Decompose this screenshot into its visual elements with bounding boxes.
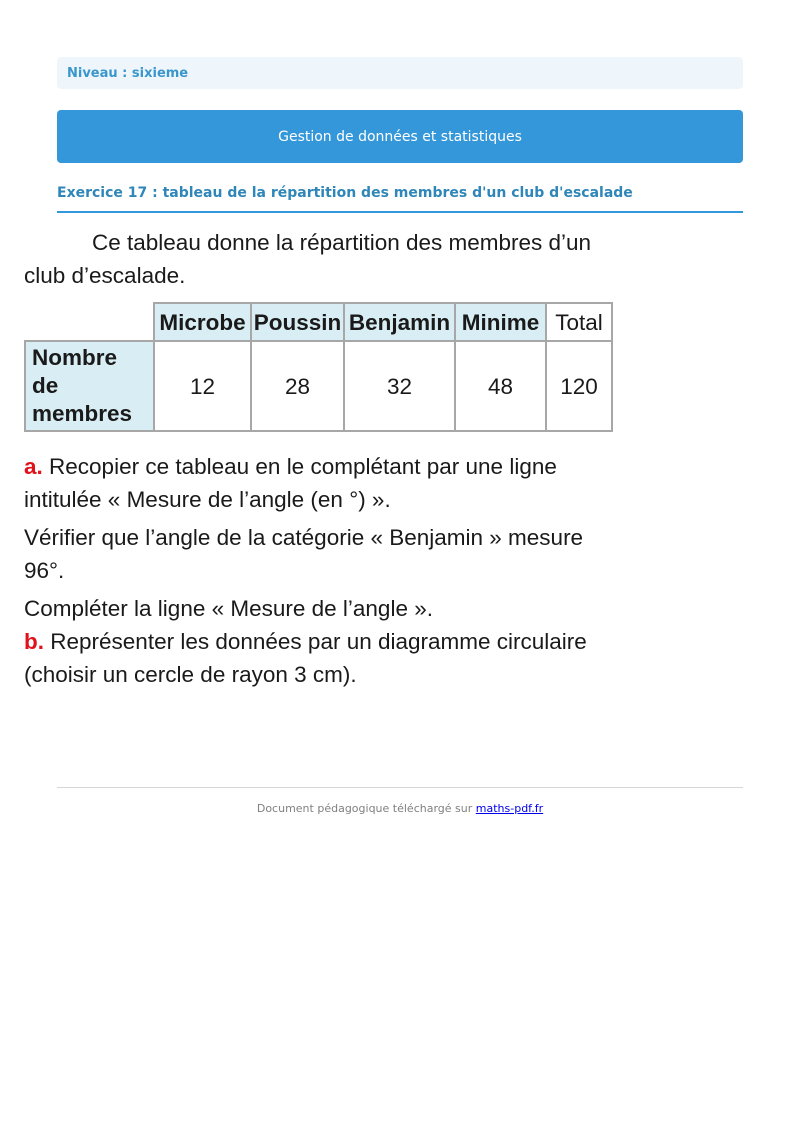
- question-a-check: Vérifier que l’angle de la catégorie « Benjamin » mesure 96°.: [24, 525, 584, 583]
- subject-banner: [57, 110, 743, 163]
- table-header-cell: Benjamin: [344, 303, 455, 341]
- worksheet-page: [57, 57, 743, 213]
- table-header-cell: Poussin: [251, 303, 344, 341]
- footer-site-link[interactable]: maths-pdf.fr: [475, 802, 544, 815]
- table-cell: 28: [251, 341, 344, 431]
- question-a-label: a.: [24, 454, 43, 479]
- question-b-line: [24, 625, 624, 691]
- table-cell: 120: [546, 341, 612, 431]
- table-cell: 32: [344, 341, 455, 431]
- table-cell: 48: [455, 341, 546, 431]
- table-row-label: Nombre de membres: [25, 341, 154, 431]
- page-footer: [57, 787, 743, 815]
- level-badge: [57, 57, 743, 89]
- exercise-content: [24, 226, 624, 691]
- table-header-row: [25, 303, 612, 341]
- question-a-complete: Compléter la ligne « Mesure de l’angle ».: [24, 596, 433, 621]
- table-corner-cell: [25, 303, 154, 341]
- question-a-line: [24, 450, 624, 516]
- question-b-text: Représenter les données par un diagramme circulaire (choisir un cercle de rayon 3 cm).: [24, 629, 587, 687]
- level-label: Niveau : sixieme: [67, 65, 189, 81]
- question-b-label: b.: [24, 629, 44, 654]
- table-header-cell: Microbe: [154, 303, 251, 341]
- question-a-text: Recopier ce tableau en le complétant par une ligne intitulée « Mesure de l’angle (en °) ».: [24, 454, 557, 512]
- membership-table: [24, 302, 613, 432]
- table-header-cell: Minime: [455, 303, 546, 341]
- subject-title: Gestion de données et statistiques: [278, 128, 522, 145]
- exercise-intro: Ce tableau donne la répartition des membres d’un club d’escalade.: [24, 230, 592, 288]
- table-row: [25, 341, 612, 431]
- footer-text: Document pédagogique téléchargé sur: [256, 802, 473, 815]
- exercise-title: Exercice 17 : tableau de la répartition des membres d'un club d'escalade: [57, 185, 743, 213]
- table-cell: 12: [154, 341, 251, 431]
- table-header-cell: Total: [546, 303, 612, 341]
